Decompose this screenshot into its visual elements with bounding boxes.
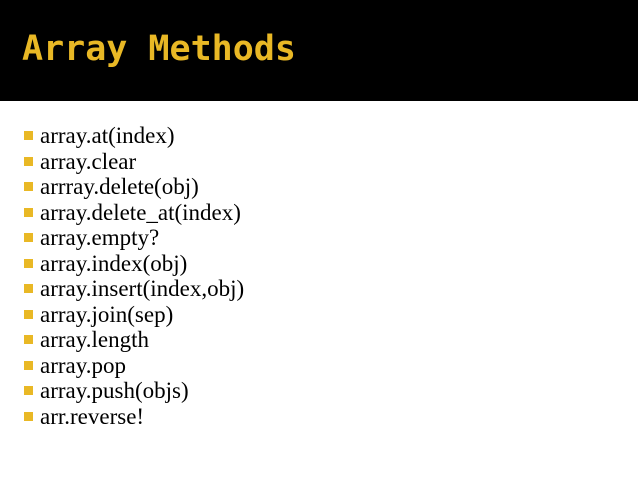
slide-title: Array Methods (22, 29, 296, 69)
bullet-text: array.push(objs) (40, 378, 189, 403)
bullet-text: array.pop (40, 352, 126, 378)
bullet-text: array.join(sep) (40, 301, 174, 327)
square-bullet-icon (24, 182, 33, 191)
bullet-text: array.clear (40, 148, 137, 174)
square-bullet-icon (24, 284, 33, 293)
square-bullet-icon (24, 259, 33, 268)
square-bullet-icon (24, 233, 33, 242)
bullet-text: array.length (40, 327, 149, 352)
square-bullet-icon (24, 131, 33, 140)
square-bullet-icon (24, 386, 33, 395)
square-bullet-icon (24, 335, 33, 344)
bullet-text: arrray.delete(obj) (40, 174, 199, 199)
square-bullet-icon (24, 361, 33, 370)
bullet-text: array.delete_at(index) (40, 199, 241, 225)
square-bullet-icon (24, 157, 33, 166)
square-bullet-icon (24, 412, 33, 421)
square-bullet-icon (24, 310, 33, 319)
bullet-text: array.empty? (40, 225, 160, 250)
title-bar (0, 0, 638, 101)
bullet-text: array.index(obj) (40, 250, 188, 276)
square-bullet-icon (24, 208, 33, 217)
bullet-text: array.insert(index,obj) (40, 276, 245, 301)
bullet-text: arr.reverse! (40, 403, 145, 429)
bullet-text: array.at(index) (40, 123, 175, 148)
